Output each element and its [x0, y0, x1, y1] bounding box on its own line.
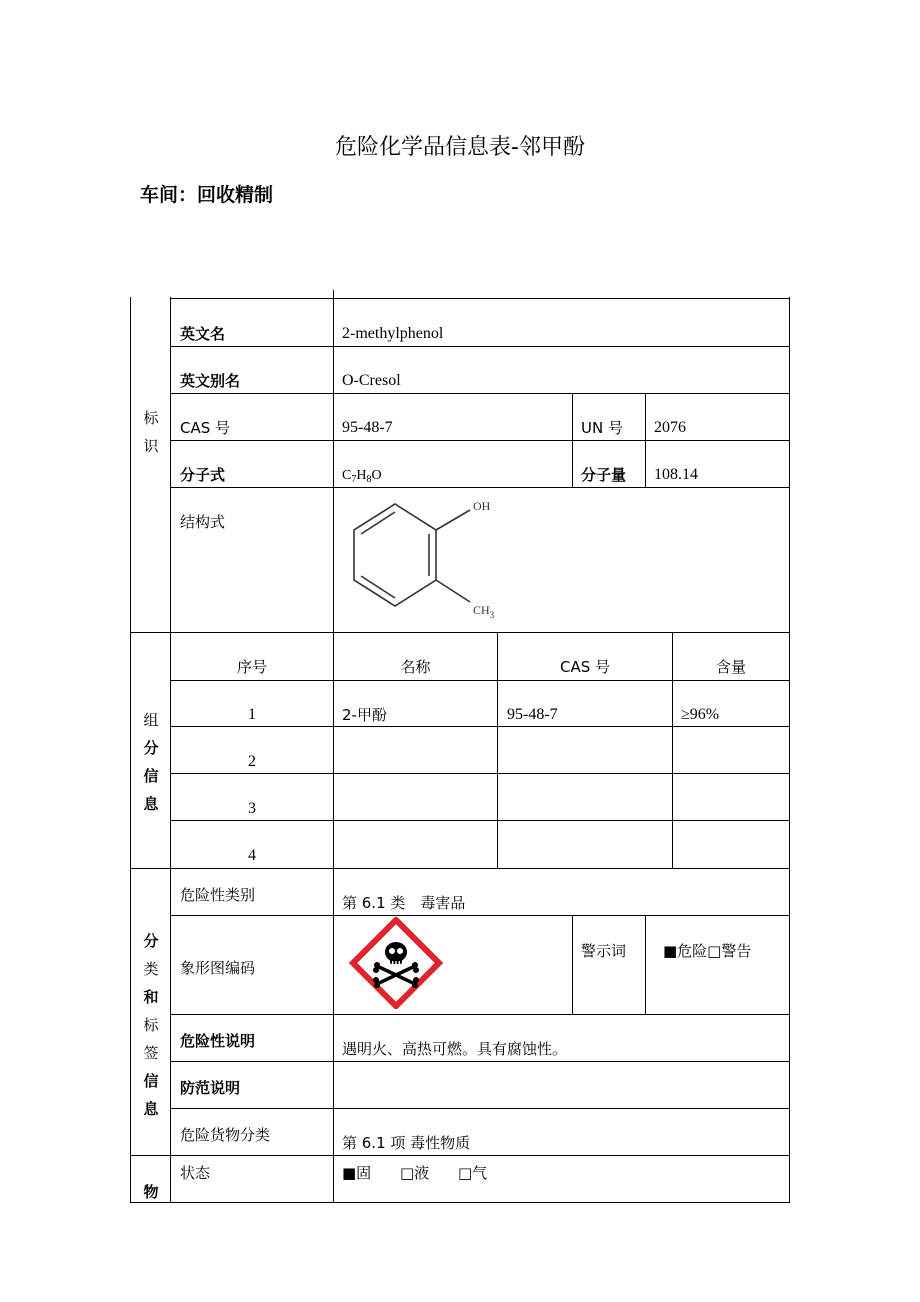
signal-word-value: ■危险□警告	[663, 942, 752, 960]
ch3-label: $CH_3$	[473, 603, 495, 620]
section-label-classification: 分 类 和 标 签 信 息	[143, 932, 159, 1118]
hazard-statement-label: 危险性说明	[180, 1032, 256, 1050]
col-header-cas: CAS 号	[559, 658, 611, 676]
signal-word-label: 警示词	[581, 942, 627, 960]
english-name-label: 英文名	[180, 325, 226, 343]
english-alias-label: 英文别名	[180, 372, 241, 390]
row-1-name: 2-甲酚	[342, 706, 387, 724]
state-liquid-option: □液	[400, 1164, 430, 1182]
state-gas-option: □气	[458, 1164, 488, 1182]
ghs-skull-icon	[348, 917, 444, 1009]
row-1-no: 1	[248, 706, 256, 723]
section-label-identification: 标 识	[143, 409, 159, 455]
transport-class-value: 第 6.1 项 毒性物质	[342, 1134, 471, 1152]
pictogram-label: 象形图编码	[180, 959, 256, 977]
col-header-content: 含量	[715, 658, 746, 676]
row-1-cas: 95-48-7	[507, 706, 558, 723]
mw-value: 108.14	[654, 466, 698, 483]
row-4-no: 4	[248, 847, 256, 864]
state-label: 状态	[180, 1164, 211, 1182]
english-alias-value: O-Cresol	[342, 372, 401, 389]
english-name-value: 2-methylphenol	[342, 325, 444, 342]
workshop-label: 车间：回收精制	[140, 184, 274, 206]
formula-value: $C_7H_8O$	[342, 468, 382, 485]
row-3-no: 3	[248, 800, 256, 817]
row-2-no: 2	[248, 753, 256, 770]
cas-value: 95-48-7	[342, 419, 393, 436]
col-header-name: 名称	[400, 658, 431, 676]
hazard-category-value: 第 6.1 类 毒害品	[342, 894, 466, 912]
page-title: 危险化学品信息表-邻甲酚	[335, 135, 585, 160]
hazard-category-label: 危险性类别	[180, 886, 256, 904]
col-header-no: 序号	[236, 658, 267, 676]
precaution-label: 防范说明	[180, 1079, 241, 1097]
row-1-content: ≥96%	[681, 706, 720, 723]
mw-label: 分子量	[581, 466, 627, 484]
oh-label: OH	[473, 499, 491, 513]
section-label-physical: 物	[143, 1183, 159, 1201]
transport-class-label: 危险货物分类	[180, 1126, 271, 1144]
formula-label: 分子式	[180, 466, 226, 484]
structure-diagram	[340, 492, 520, 628]
un-value: 2076	[654, 419, 686, 436]
cas-label: CAS 号	[180, 419, 231, 437]
state-solid-option: ■固	[342, 1164, 372, 1182]
un-label: UN 号	[581, 419, 623, 437]
structure-label: 结构式	[180, 513, 226, 531]
section-label-composition: 组 分 信 息	[143, 711, 159, 813]
hazard-statement-value: 遇明火、高热可燃。具有腐蚀性。	[342, 1040, 568, 1058]
